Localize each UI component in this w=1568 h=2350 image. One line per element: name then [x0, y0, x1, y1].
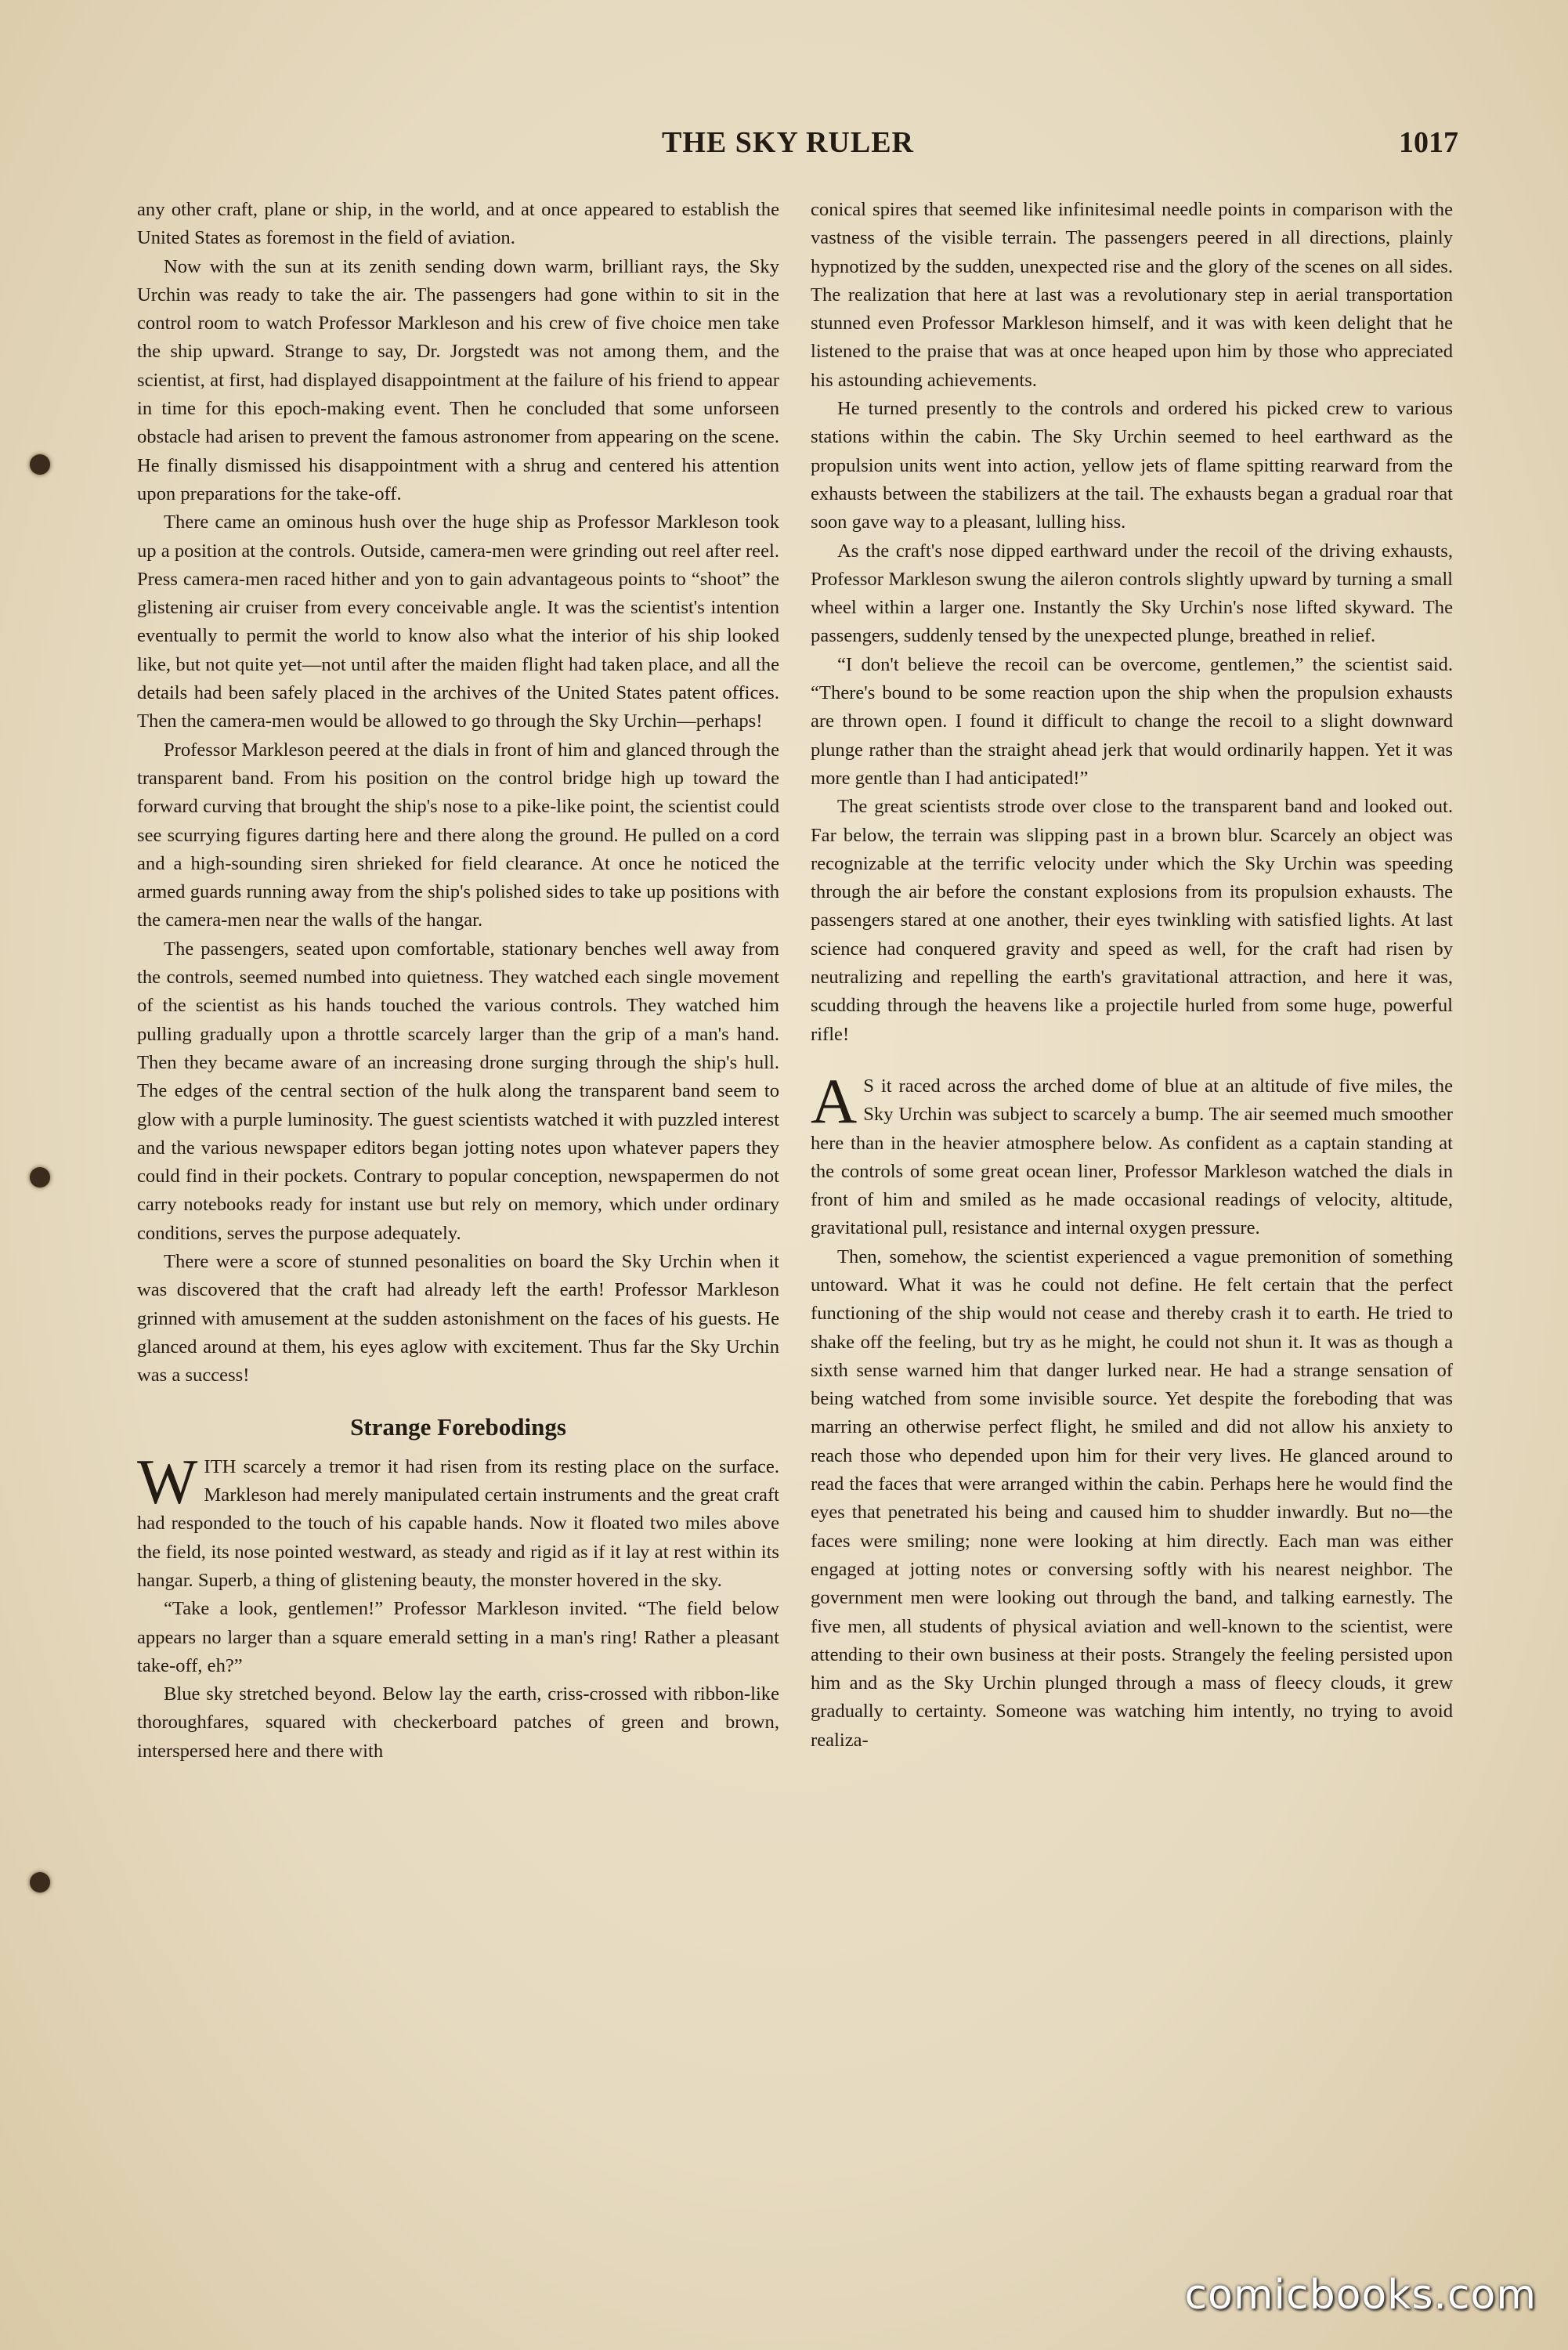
punch-hole [30, 1872, 50, 1893]
section-heading: Strange Forebodings [350, 1413, 566, 1441]
paragraph: “I don't believe the recoil can be overcome, gentlemen,” the scientist said. “There's bound to be some reaction upon the ship when the propulsion exhausts are thrown open. I found it difficult to change the recoil to a slight downward plunge rather than the straight ahead jerk that would ordinarily happen. Yet it was more gentle than I had anticipated!” [811, 653, 1453, 789]
paragraph: The passengers, seated upon comfortable, stationary benches well away from the controls, seemed numbed into quietness. They watched each single movement of the scientist as his hands touched the various controls. They watched him pulling gradually upon a throttle scarcely larger than the grip of a man's hand. Then they became aware of an increasing drone surging through the ship's hull. The edges of the central section of the hulk along the transparent band seem to glow with a purple luminosity. The guest scientists watched it with puzzled interest and the various newspaper editors began jotting notes upon whatever papers they could find in their pockets. Contrary to popular conception, newspapermen do not carry notebooks ready for instant use but rely on memory, which under ordinary conditions, serves the purpose adequately. [137, 938, 779, 1244]
paragraph: As the craft's nose dipped earthward under the recoil of the driving exhausts, Professor Markleson swung the aileron controls slightly upward by turning a small wheel within a larger one. Instantly the Sky Urchin's nose lifted skyward. The passengers, suddenly tensed by the unexpected plunge, breathed in relief. [811, 540, 1453, 647]
running-header [117, 125, 1458, 172]
drop-cap: A [811, 1065, 858, 1137]
paragraph: conical spires that seemed like infinitesimal needle points in comparison with the vastness of the visible terrain. The passengers peered in all directions, plainly hypnotized by the sudden, unexpected rise and the glory of the scenes on all sides. The realization that here at last was a revolutionary step in aerial transportation stunned even Professor Markleson himself, and it was with keen delight that he listened to the praise that was at once heaped upon him by those who appreciated his astounding achievements. [811, 199, 1453, 391]
paragraph: There were a score of stunned pesonalities on board the Sky Urchin when it was discovered that the craft had already left the earth! Professor Markleson grinned with amusement at the sudden astonishment on the faces of his guests. He glanced around at them, his eyes aglow with excitement. Thus far the Sky Urchin was a success! [137, 1250, 779, 1386]
page-number: 1017 [1399, 126, 1458, 159]
paragraph-text: ITH scarcely a tremor it had risen from its resting place on the surface. Markleson had merely manipulated certain instruments and the great craft had responded to the touch of his capable hands. Now it floated two miles above the field, its nose pointed westward, as steady and rigid as if it lay at rest within its hangar. Superb, a thing of glistening beauty, the monster hovered in the sky. [137, 1455, 779, 1591]
right-column [811, 196, 1453, 2186]
site-watermark: comicbooks.com [1184, 2272, 1537, 2319]
text-columns [137, 196, 1453, 2186]
punch-hole [30, 454, 50, 475]
paragraph: Blue sky stretched beyond. Below lay the earth, criss-crossed with ribbon-like thoroughfares, squared with checkerboard patches of green and brown, interspersed here and there with [137, 1683, 779, 1762]
paragraph: Now with the sun at its zenith sending down warm, brilliant rays, the Sky Urchin was ready to take the air. The passengers had gone within to sit in the control room to watch Professor Markleson and his crew of five choice men take the ship upward. Strange to say, Dr. Jorgstedt was not among them, and the scientist, at first, had displayed disappointment at the failure of his friend to appear in time for this epoch-making event. Then he concluded that some unforseen obstacle had arisen to prevent the famous astronomer from appearing on the scene. He finally dismissed his disappointment with a shrug and centered his attention upon preparations for the take-off. [137, 255, 779, 504]
punch-hole [30, 1167, 50, 1188]
section-break [811, 1049, 1453, 1072]
paragraph: “Take a look, gentlemen!” Professor Markleson invited. “The field below appears no larger than a square emerald setting in a man's ring! Rather a pleasant take-off, eh?” [137, 1598, 779, 1676]
paragraph-text: S it raced across the arched dome of blue at an altitude of five miles, the Sky Urchin was subject to scarcely a bump. The air seemed much smoother here than in the heavier atmosphere below. As confident as a captain standing at the controls of some great ocean liner, Professor Markleson watched the dials in front of him and smiled as he made occasional readings of velocity, altitude, gravitational pull, resistance and internal oxygen pressure. [811, 1075, 1453, 1239]
paragraph: Then, somehow, the scientist experienced a vague premonition of something untoward. What it was he could not define. He felt certain that the perfect functioning of the ship would not cease and thereby crash it to earth. He tried to shake off the feeling, but try as he might, he could not shun it. It was as though a sixth sense warned him that danger lurked near. He had a strange sensation of being watched from some invisible source. Yet despite the foreboding that was marring an otherwise perfect flight, he smiled and did not allow his anxiety to reach those who depended upon him for their very lives. He glanced around to read the faces that were arranged within the cabin. Perhaps here he would find the eyes that penetrated his being and caused him to shudder inwardly. But no—the faces were smiling; none were looking at him directly. Each man was either engaged at jotting notes or conversing softly with his nearest neighbor. The government men were looking out through the band, and talking earnestly. The five men, all students of physical aviation and well-known to the scientist, were attending to their own business at their posts. Strangely the feeling persisted upon him and as the Sky Urchin plunged through a mass of fleecy clouds, it grew gradually to certainty. Someone was watching him intently, no trying to avoid realiza- [811, 1246, 1453, 1751]
left-column [137, 196, 779, 2186]
paragraph: Professor Markleson peered at the dials in front of him and glanced through the transparent band. From his position on the control bridge high up toward the forward curving that brought the ship's nose to a pike-like point, the scientist could see scurrying figures darting here and there along the ground. He pulled on a cord and a high-sounding siren shrieked for field clearance. At once he noticed the armed guards running away from the ship's polished sides to take up positions with the camera-men near the walls of the hangar. [137, 739, 779, 931]
paragraph: He turned presently to the controls and ordered his picked crew to various stations within the cabin. The Sky Urchin seemed to heel earthward as the propulsion units went into action, yellow jets of flame spitting rearward from the exhausts between the stabilizers at the tail. The exhausts began a gradual roar that soon gave way to a pleasant, lulling hiss. [811, 398, 1453, 533]
drop-cap-paragraph [137, 1445, 779, 1595]
paragraph: The great scientists strode over close to the transparent band and looked out. Far below, the terrain was slipping past in a brown blur. Scarcely an object was recognizable at the terrific velocity under which the Sky Urchin was speeding through the air before the constant explosions from its propulsion exhausts. The passengers stared at one another, their eyes twinkling with satisfied lights. At last science had conquered gravity and speed as well, for the craft had risen by neutralizing and repelling the earth's gravitational attraction, and here it was, scudding through the heavens like a projectile hurled from some huge, powerful rifle! [811, 796, 1453, 1045]
drop-cap: W [137, 1445, 198, 1517]
paragraph: any other craft, plane or ship, in the world, and at once appeared to establish the United States as foremost in the field of aviation. [137, 199, 779, 249]
running-title: THE SKY RULER [662, 126, 914, 159]
drop-cap-paragraph [811, 1065, 1453, 1243]
paragraph: There came an ominous hush over the huge ship as Professor Markleson took up a position at the controls. Outside, camera-men were grinding out reel after reel. Press camera-men raced hither and yon to gain advantageous points to “shoot” the glistening air cruiser from every conceivable angle. It was the scientist's intention eventually to permit the world to know also what the interior of his ship looked like, but not quite yet—not until after the maiden flight had taken place, and all the details had been safely placed in the archives of the United States patent offices. Then the camera-men would be allowed to go through the Sky Urchin—perhaps! [137, 512, 779, 732]
